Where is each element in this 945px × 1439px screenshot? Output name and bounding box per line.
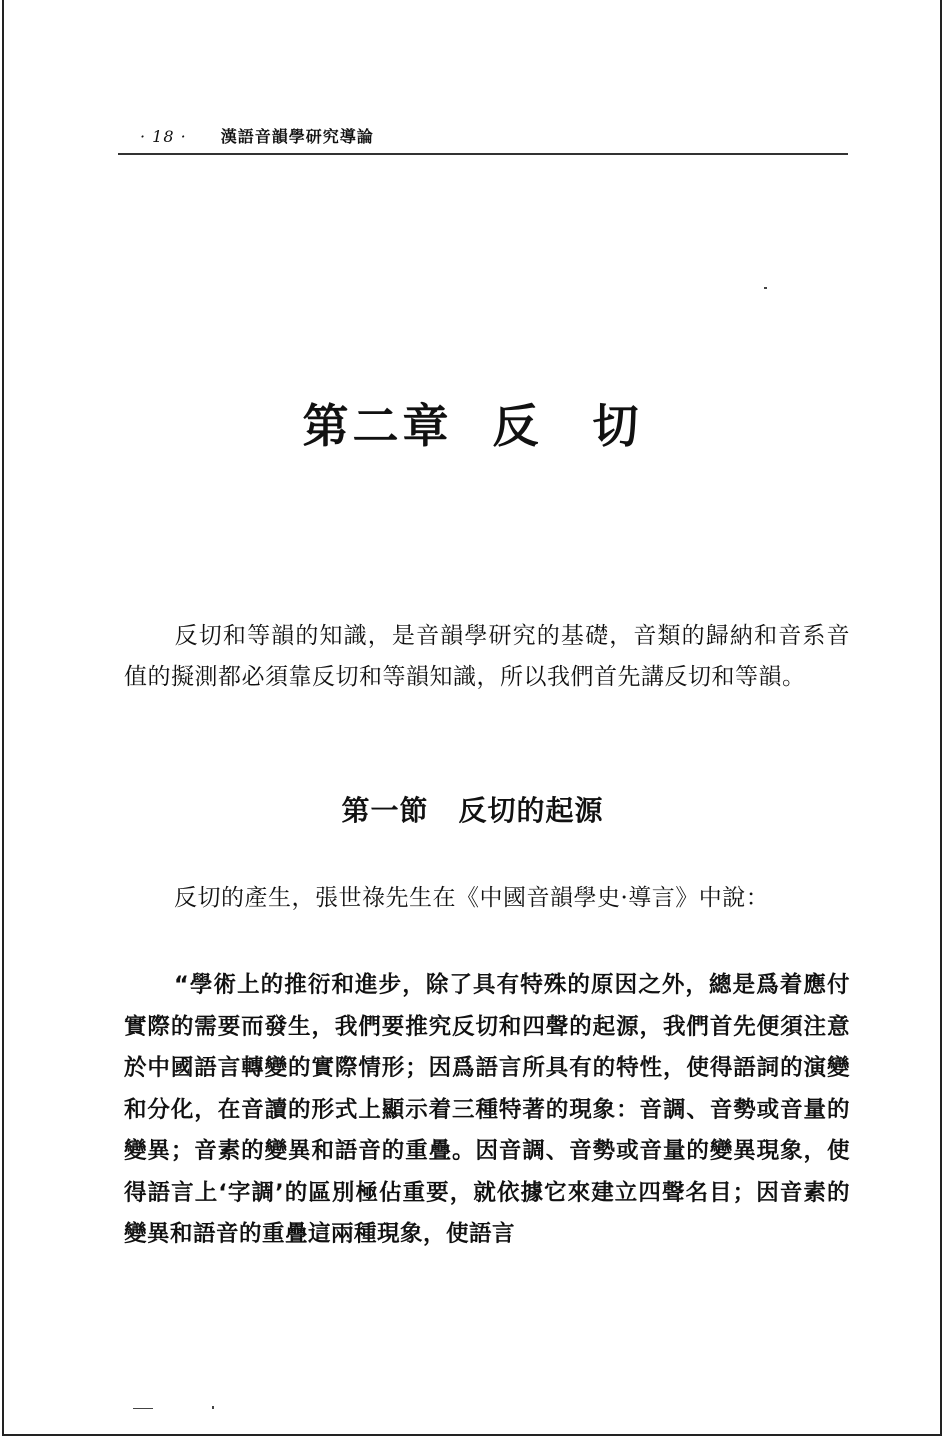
- header-rule: [118, 153, 848, 155]
- chapter-title-part1: 反: [492, 399, 543, 453]
- scan-speck: [212, 1406, 214, 1409]
- lead-paragraph: [124, 878, 850, 919]
- section-title: [0, 789, 945, 829]
- scan-speck: [133, 1408, 153, 1409]
- chapter-number: 第二章: [302, 399, 453, 453]
- quote-paragraph: [124, 965, 850, 1256]
- chapter-title-part2: 切: [592, 399, 643, 453]
- quote-paragraph-text: “學術上的推衍和進步，除了具有特殊的原因之外，總是爲着應付實際的需要而發生，我們要推究反切和四聲的起源，我們首先便須注意於中國語言轉變的實際情形；因爲語言所具有的特性，使得語詞的演變和分化，在音讀的形式上顯示着三種特著的現象：音調、音勢或音量的變異；音素的變異和語音的重疊。因音調、音勢或音量的變異現象，使得語言上‘字調’的區別極佔重要，就依據它來建立四聲名目；因音素的變異和語音的重疊這兩種現象，使語言: [124, 972, 850, 1247]
- lead-paragraph-text: 反切的產生，張世祿先生在《中國音韻學史·導言》中說：: [174, 885, 770, 911]
- intro-paragraph-text: 反切和等韻的知識，是音韻學研究的基礎，音類的歸納和音系音值的擬測都必須靠反切和等韻知識，所以我們首先講反切和等韻。: [124, 623, 850, 690]
- page-number: · 18 ·: [140, 127, 187, 146]
- intro-paragraph: [124, 616, 850, 698]
- section-number: 第一節: [341, 794, 429, 827]
- section-title-text: 反切的起源: [458, 794, 604, 827]
- book-title: 漢語音韻學研究導論: [220, 127, 374, 146]
- chapter-title: [0, 390, 945, 456]
- scan-speck: [764, 287, 767, 289]
- running-header: [140, 124, 374, 147]
